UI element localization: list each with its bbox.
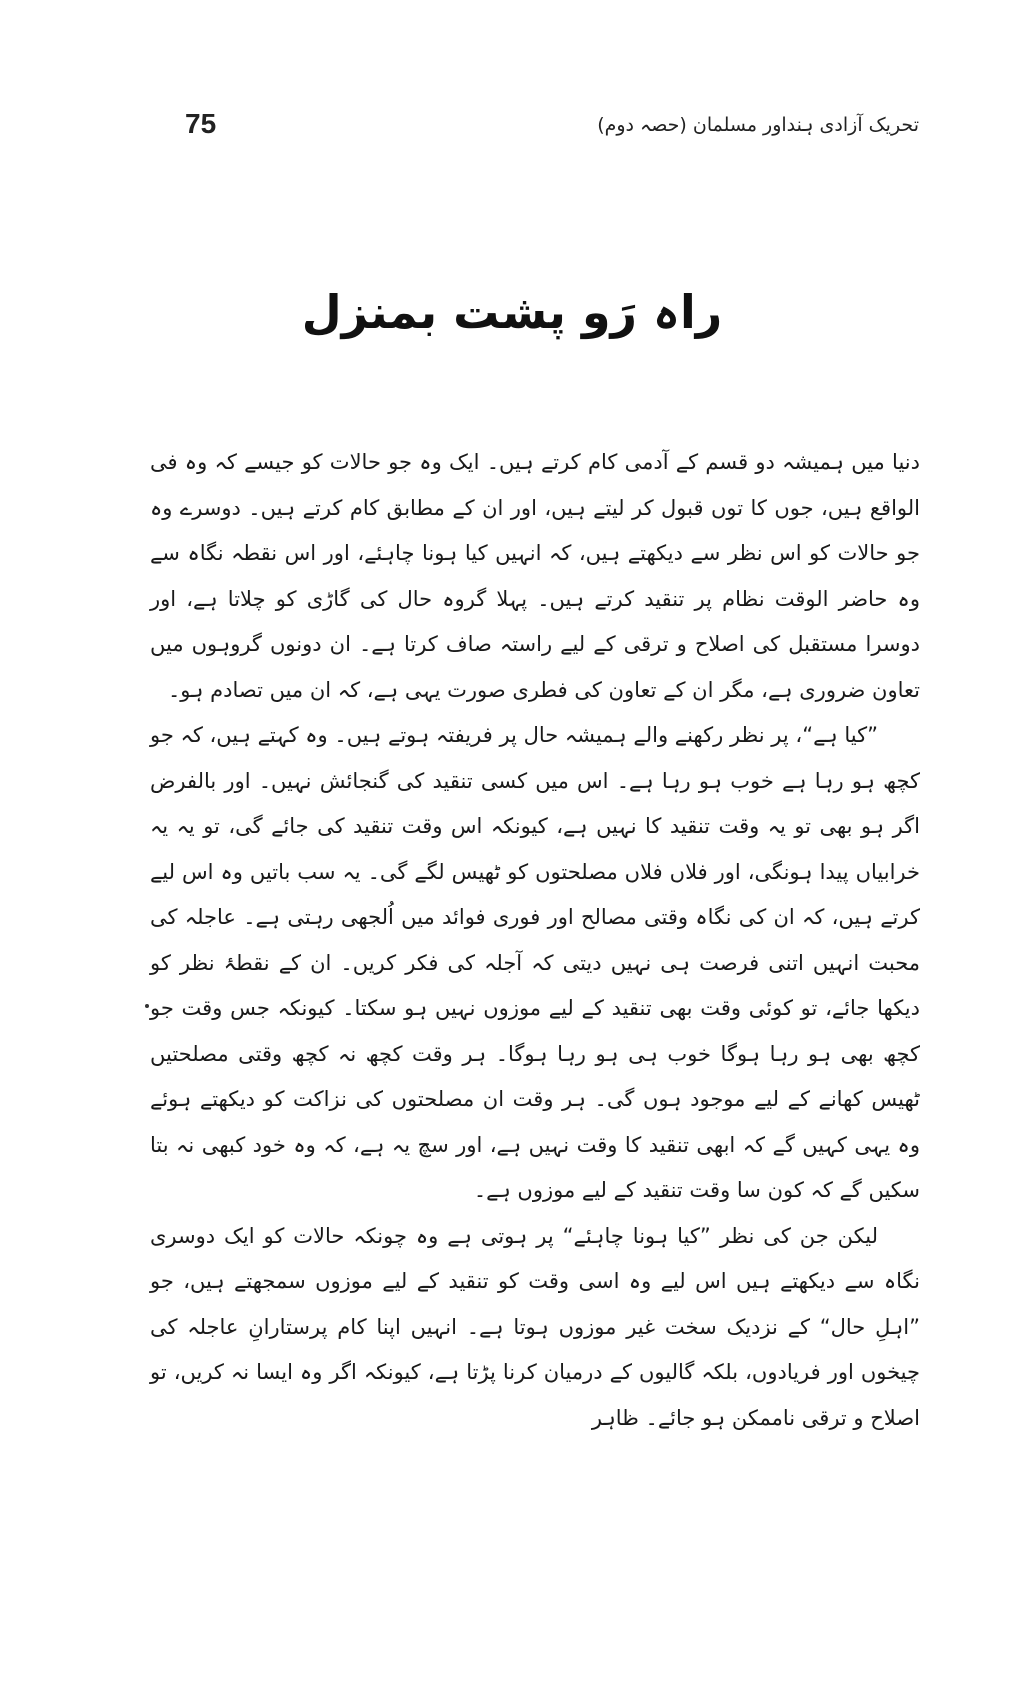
paragraph-3: لیکن جن کی نظر ”کیا ہونا چاہئے“ پر ہوتی ہے وہ چونکہ حالات کو ایک دوسری نگاہ سے دیکھتے ہیں اس لیے وہ اسی وقت کو تنقید کے لیے موزوں سمجھتے ہیں، جو ”اہلِ حال“ کے نزدیک سخت غیر موزوں ہوتا ہے۔ انہیں اپنا کام پرستارانِ عاجلہ کی چیخوں اور فریادوں، بلکہ گالیوں کے درمیان کرنا پڑتا ہے، کیونکہ اگر وہ ایسا نہ کریں، تو اصلاح و ترقی ناممکن ہو جائے۔ ظاہر: [150, 1223, 920, 1430]
paragraph-2: ”کیا ہے“، پر نظر رکھنے والے ہمیشہ حال پر فریفتہ ہوتے ہیں۔ وہ کہتے ہیں، کہ جو کچھ ہو رہا ہے خوب ہو رہا ہے۔ اس میں کسی تنقید کی گنجائش نہیں۔ اور بالفرض اگر ہو بھی تو یہ وقت تنقید کا نہیں ہے، کیونکہ اس وقت تنقید کی جائے گی، تو یہ یہ خرابیاں پیدا ہونگی، اور فلاں فلاں مصلحتوں کو ٹھیس لگے گی۔ یہ سب باتیں وہ اس لیے کرتے ہیں، کہ ان کی نگاہ وقتی مصالح اور فوری فوائد میں اُلجھی رہتی ہے۔ عاجلہ کی محبت انہیں اتنی فرصت ہی نہیں دیتی کہ آجلہ کی فکر کریں۔ ان کے نقطۂ نظر کو دیکھا جائے، تو کوئی وقت بھی تنقید کے لیے موزوں نہیں ہو سکتا۔ کیونکہ جس وقت جو کچھ بھی ہو رہا ہوگا خوب ہی ہو رہا ہوگا۔ ہر وقت کچھ نہ کچھ وقتی مصلحتیں ٹھیس کھانے کے لیے موجود ہوں گی۔ ہر وقت ان مصلحتوں کی نزاکت کو دیکھتے ہوئے وہ یہی کہیں گے کہ ابھی تنقید کا وقت نہیں ہے، اور سچ یہ ہے، کہ وہ خود کبھی نہ بتا سکیں گے کہ کون سا وقت تنقید کے لیے موزوں ہے۔: [150, 723, 920, 1202]
page-header: [0, 108, 1024, 158]
body-text: [150, 440, 920, 1441]
paragraph-1: دنیا میں ہمیشہ دو قسم کے آدمی کام کرتے ہیں۔ ایک وہ جو حالات کو جیسے کہ وہ فی الواقع ہیں، جوں کا توں قبول کر لیتے ہیں، اور ان کے مطابق کام کرتے ہیں۔ دوسرے وہ جو حالات کو اس نظر سے دیکھتے ہیں، کہ انہیں کیا ہونا چاہئے، اور اس نقطہ نگاہ سے وہ حاضر الوقت نظام پر تنقید کرتے ہیں۔ پہلا گروہ حال کی گاڑی کو چلاتا ہے، اور دوسرا مستقبل کی اصلاح و ترقی کے لیے راستہ صاف کرتا ہے۔ ان دونوں گروہوں میں تعاون ضروری ہے، مگر ان کے تعاون کی فطری صورت یہی ہے، کہ ان میں تصادم ہو۔: [150, 450, 920, 702]
running-title: تحریک آزادی ہنداور مسلمان (حصہ دوم): [597, 114, 919, 136]
chapter-title: راہ رَو پشت بمنزل: [301, 285, 723, 339]
page-number: 75: [185, 108, 217, 139]
margin-dot: [145, 1004, 149, 1008]
